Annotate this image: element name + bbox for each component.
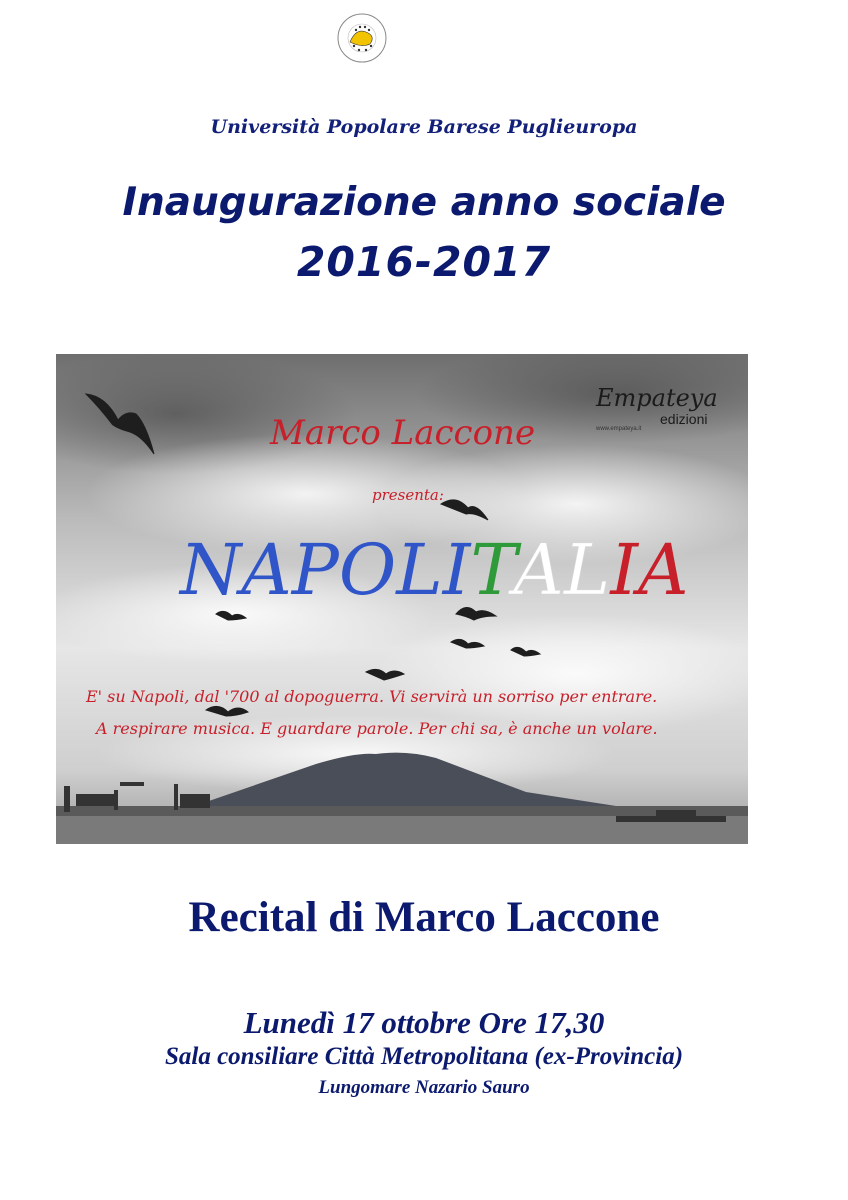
poster-show-title: NAPOLITALIA [180, 529, 689, 611]
university-seal-logo [336, 12, 388, 64]
event-title: Inaugurazione anno sociale [122, 180, 726, 225]
organization-name: Università Popolare Barese Puglieuropa [210, 116, 638, 138]
event-venue: Sala consiliare Città Metropolitana (ex-Provincia) [164, 1043, 684, 1070]
svg-text:www.empateya.it: www.empateya.it [596, 426, 642, 432]
poster-tagline-2: A respirare musica. E guardare parole. Per chi sa, è anche un volare. [96, 719, 658, 738]
event-street: Lungomare Nazario Sauro [318, 1077, 530, 1098]
poster-author: Marco Laccone [270, 413, 536, 453]
event-year: 2016-2017 [296, 238, 552, 286]
svg-text:Empateya: Empateya [596, 384, 718, 412]
poster-tagline-1: E' su Napoli, dal '700 al dopoguerra. Vi servirà un sorriso per entrare. [86, 687, 658, 706]
napolitalia-poster [56, 354, 748, 844]
svg-text:edizioni: edizioni [660, 411, 708, 427]
recital-title: Recital di Marco Laccone [188, 894, 660, 941]
event-date-time: Lunedì 17 ottobre Ore 17,30 [243, 1005, 605, 1040]
poster-presents: presenta: [372, 486, 444, 504]
